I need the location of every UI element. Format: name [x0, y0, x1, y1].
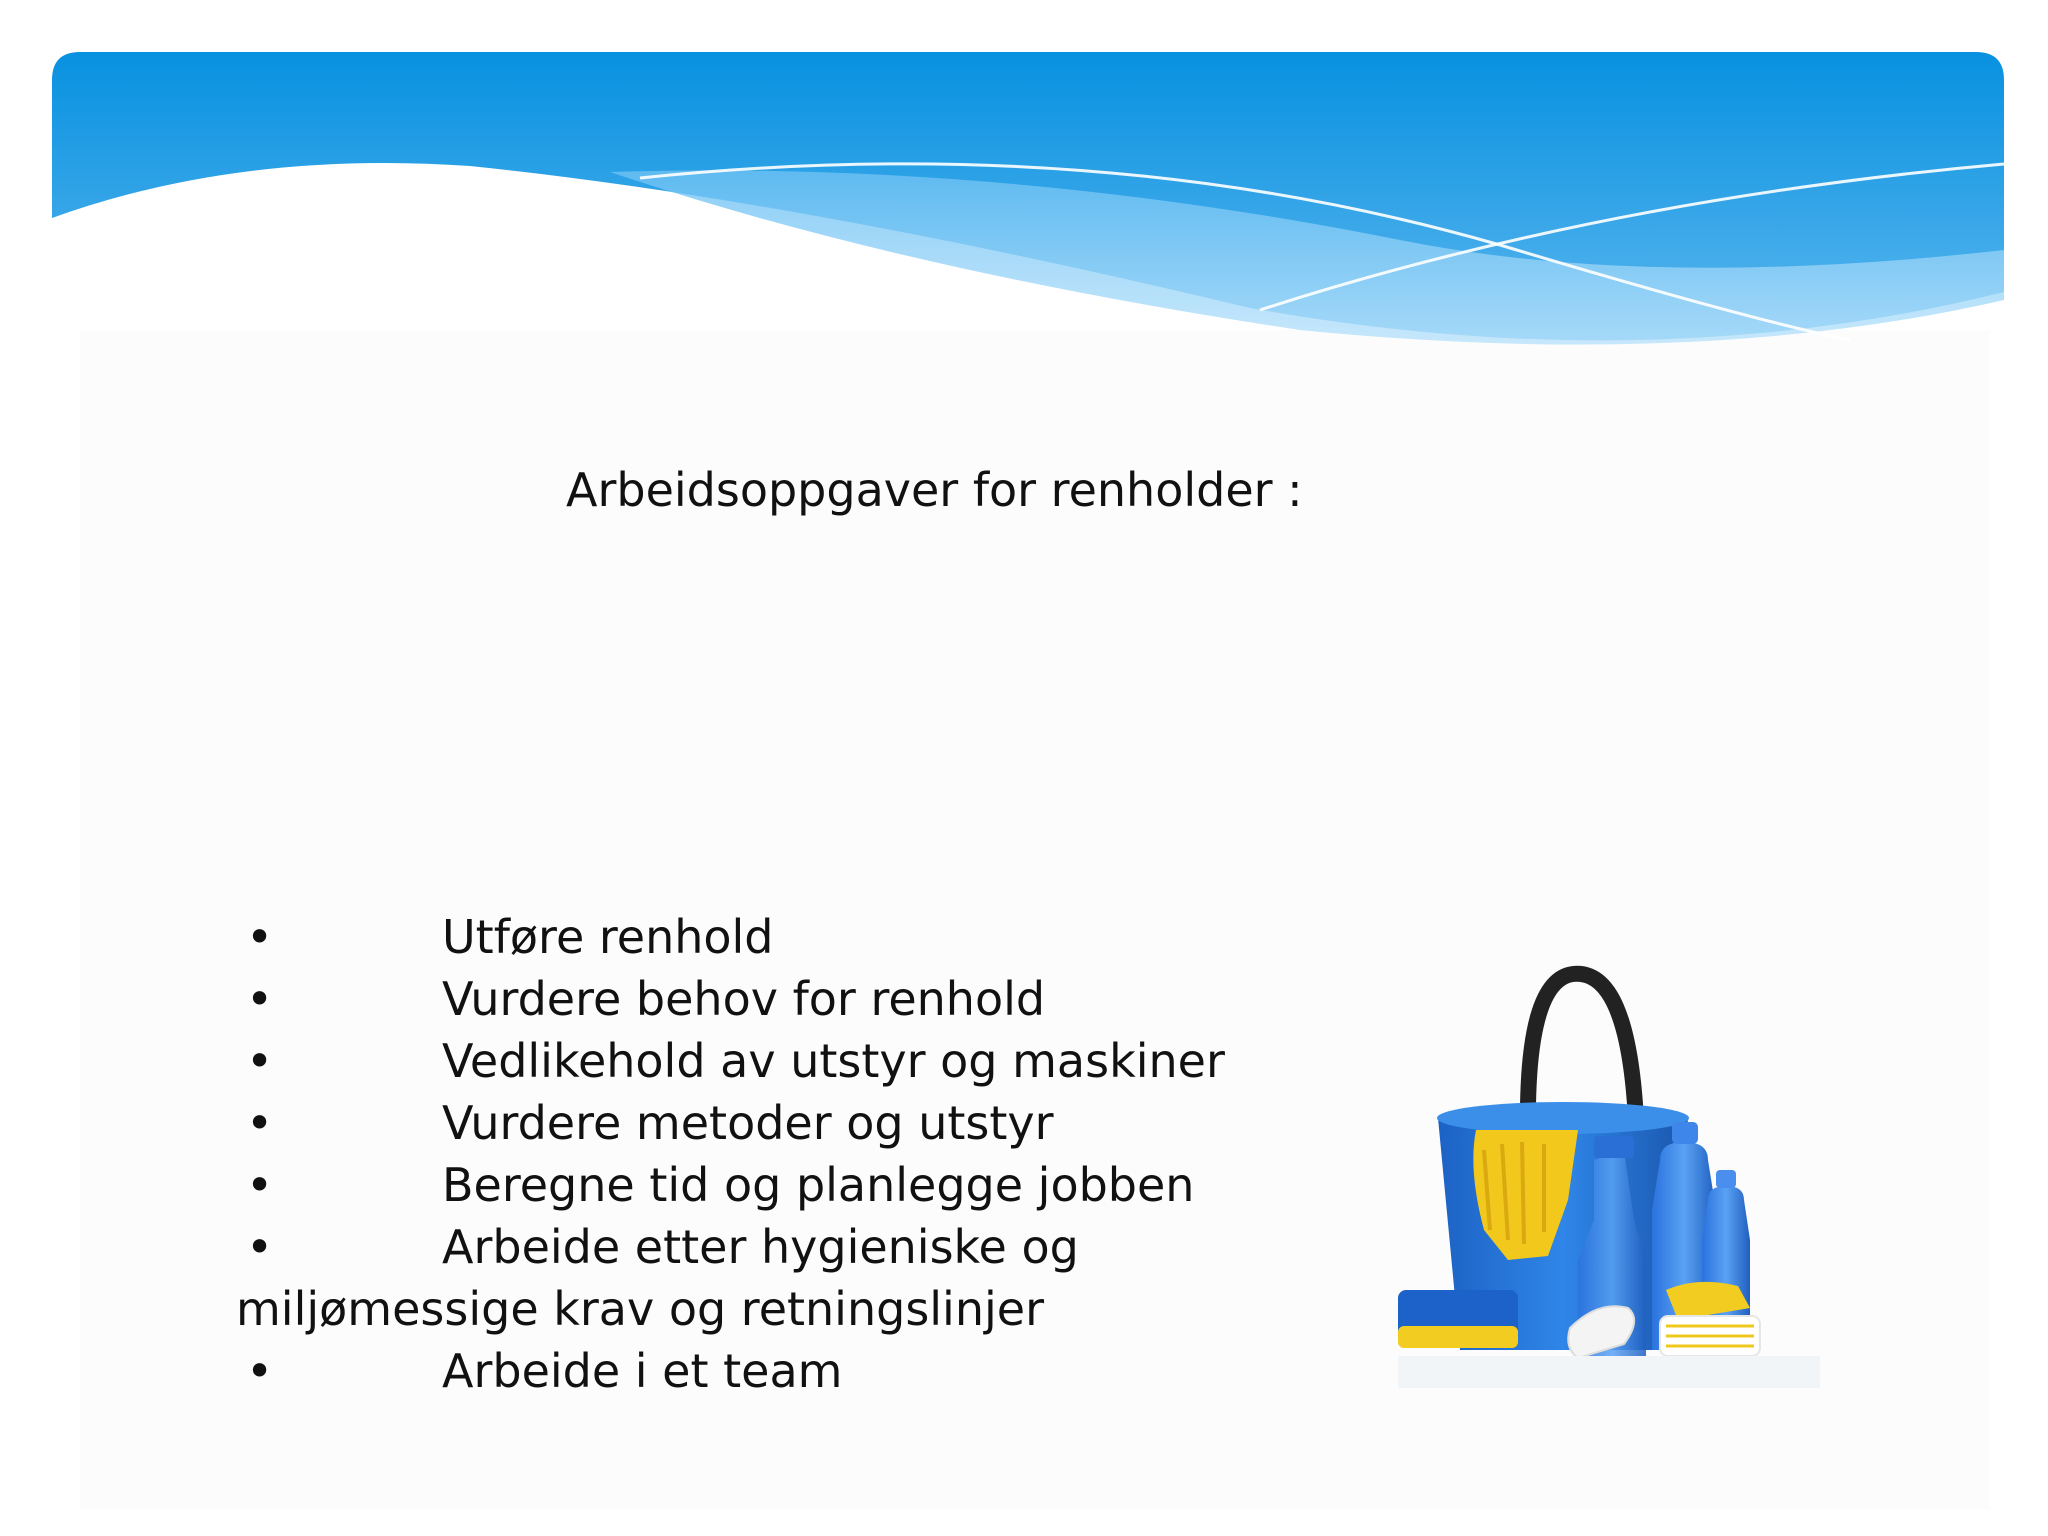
- bullet-glyph: •: [246, 1344, 274, 1398]
- wave-banner: [0, 0, 2048, 380]
- task-list: [236, 906, 1386, 1402]
- slide-title: Arbeidsoppgaver for renholder :: [566, 463, 1303, 517]
- list-item-text: Arbeide etter hygieniske og: [442, 1220, 1079, 1274]
- list-item: [236, 1030, 1386, 1092]
- bullet-glyph: •: [246, 1220, 274, 1274]
- list-item: [236, 968, 1386, 1030]
- list-item-continuation: miljømessige krav og retningslinjer: [236, 1282, 1044, 1336]
- list-item-text: Vurdere metoder og utstyr: [442, 1096, 1054, 1150]
- cleaning-supplies-icon: [1398, 960, 1820, 1388]
- list-item: [236, 1340, 1386, 1402]
- list-item: [236, 1154, 1386, 1216]
- bullet-glyph: •: [246, 1034, 274, 1088]
- list-item: [236, 1092, 1386, 1154]
- list-item-text: Vedlikehold av utstyr og maskiner: [442, 1034, 1225, 1088]
- bullet-glyph: •: [246, 972, 274, 1026]
- list-item: [236, 906, 1386, 968]
- bullet-glyph: •: [246, 1096, 274, 1150]
- list-item-text: Utføre renhold: [442, 910, 774, 964]
- list-item: [236, 1216, 1386, 1340]
- list-item-text: Arbeide i et team: [442, 1344, 843, 1398]
- list-item-text: Vurdere behov for renhold: [442, 972, 1046, 1026]
- bullet-glyph: •: [246, 910, 274, 964]
- bullet-glyph: •: [246, 1158, 274, 1212]
- list-item-text: Beregne tid og planlegge jobben: [442, 1158, 1195, 1212]
